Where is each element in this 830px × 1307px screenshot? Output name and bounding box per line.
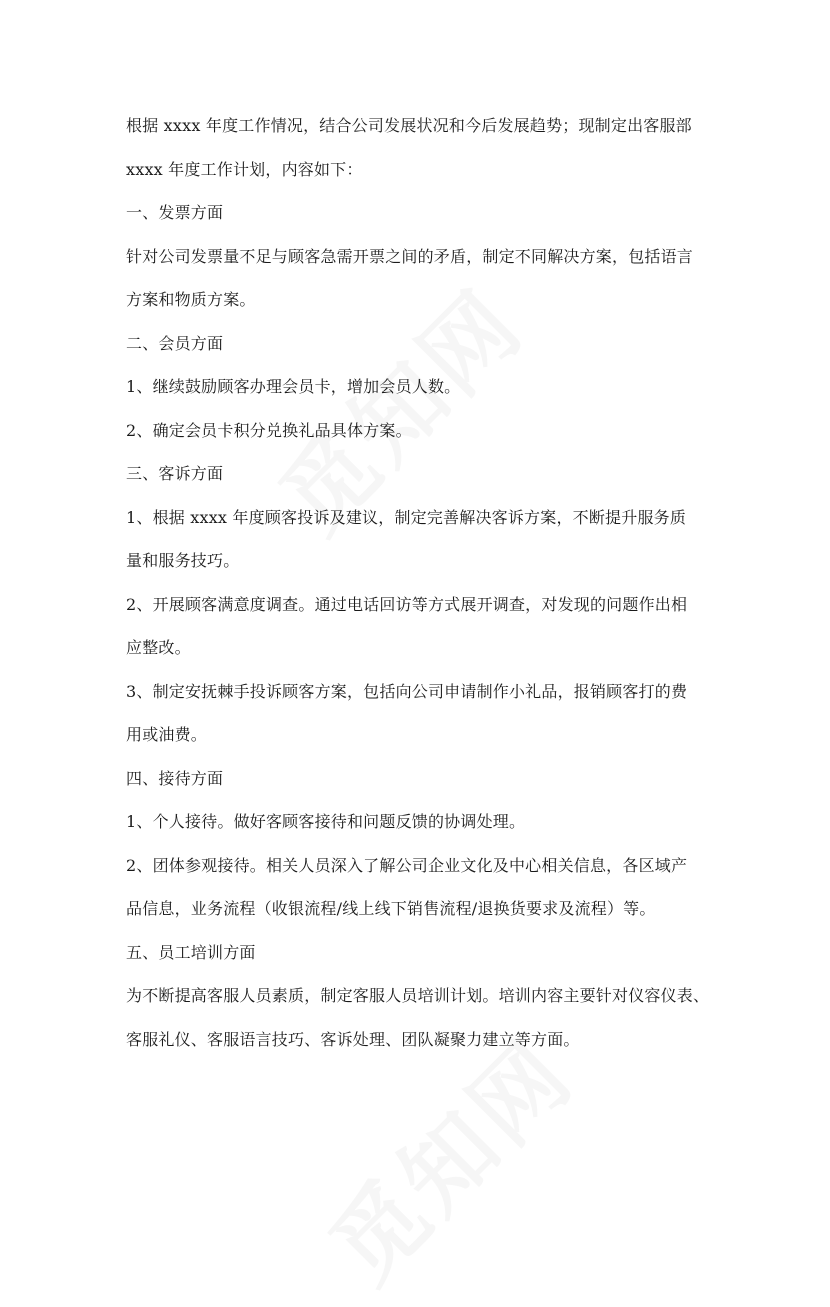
list-item-continuation: 应整改。 xyxy=(126,638,191,657)
paragraph-line: xxxx 年度工作计划，内容如下： xyxy=(126,159,363,179)
paragraph-line: 方案和物质方案。 xyxy=(126,290,256,309)
list-item: 1、个人接待。做好客顾客接待和问题反馈的协调处理。 xyxy=(126,812,526,831)
list-item: 2、团体参观接待。相关人员深入了解公司企业文化及中心相关信息，各区域产 xyxy=(126,855,688,875)
list-item: 3、制定安抚棘手投诉顾客方案，包括向公司申请制作小礼品，报销顾客打的费 xyxy=(126,681,688,701)
list-item-continuation: 用或油费。 xyxy=(126,725,208,744)
paragraph-line: 针对公司发票量不足与顾客急需开票之间的矛盾，制定不同解决方案，包括语言 xyxy=(126,246,694,266)
list-item: 1、继续鼓励顾客办理会员卡，增加会员人数。 xyxy=(126,377,461,396)
section-heading-training: 五、员工培训方面 xyxy=(126,942,256,962)
section-heading-reception: 四、接待方面 xyxy=(126,768,224,788)
list-item: 1、根据 xxxx 年度顾客投诉及建议，制定完善解决客诉方案，不断提升服务质 xyxy=(126,507,687,527)
list-item: 2、开展顾客满意度调查。通过电话回访等方式展开调查，对发现的问题作出相 xyxy=(126,594,688,614)
list-item-continuation: 量和服务技巧。 xyxy=(126,551,240,570)
section-heading-membership: 二、会员方面 xyxy=(126,333,224,353)
paragraph-line: 为不断提高客服人员素质，制定客服人员培训计划。培训内容主要针对仪容仪表、 xyxy=(126,986,710,1005)
document-body xyxy=(126,104,726,1061)
paragraph-line: 客服礼仪、客服语言技巧、客诉处理、团队凝聚力建立等方面。 xyxy=(126,1029,580,1049)
section-heading-complaints: 三、客诉方面 xyxy=(126,464,224,483)
list-item-continuation: 品信息，业务流程（收银流程/线上线下销售流程/退换货要求及流程）等。 xyxy=(126,899,656,918)
paragraph-line: 根据 xxxx 年度工作情况，结合公司发展状况和今后发展趋势；现制定出客服部 xyxy=(126,116,692,135)
section-heading-invoice: 一、发票方面 xyxy=(126,203,224,222)
list-item: 2、确定会员卡积分兑换礼品具体方案。 xyxy=(126,420,412,440)
